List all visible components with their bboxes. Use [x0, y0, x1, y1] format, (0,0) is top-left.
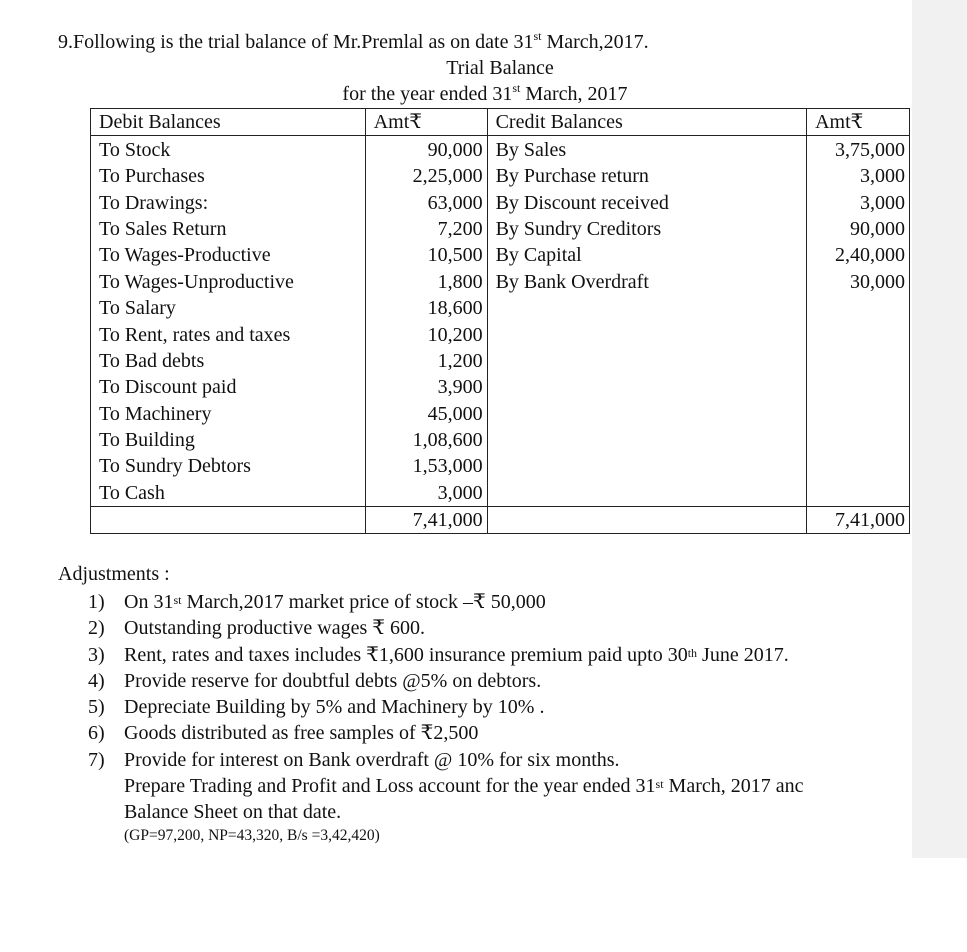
total-credit-amount: 7,41,000	[807, 506, 910, 533]
debit-amount: 1,53,000	[365, 453, 487, 479]
adjustments-heading: Adjustments :	[58, 563, 170, 585]
credit-label: By Capital	[487, 242, 806, 268]
debit-label: To Bad debts	[91, 348, 366, 374]
debit-amount: 90,000	[365, 136, 487, 163]
credit-amount: 90,000	[807, 216, 910, 242]
debit-label: To Drawings:	[91, 189, 366, 215]
total-debit-label	[91, 506, 366, 533]
debit-label: To Purchases	[91, 163, 366, 189]
adjustment-number: 5)	[88, 696, 105, 719]
table-header-row	[91, 109, 910, 136]
debit-label: To Wages-Productive	[91, 242, 366, 268]
credit-amount: 3,000	[807, 163, 910, 189]
debit-label: To Wages-Unproductive	[91, 268, 366, 294]
adjustment-item	[88, 747, 918, 773]
credit-amount	[807, 374, 910, 400]
debit-amount: 45,000	[365, 400, 487, 426]
adjustment-text-cont: June 2017.	[697, 643, 789, 666]
credit-amount	[807, 400, 910, 426]
adjustment-item	[88, 720, 918, 746]
table-row	[91, 321, 910, 347]
debit-label: To Rent, rates and taxes	[91, 321, 366, 347]
debit-amount: 1,08,600	[365, 427, 487, 453]
header-debit-amount: Amt₹	[365, 109, 487, 136]
credit-amount	[807, 348, 910, 374]
total-debit-amount: 7,41,000	[365, 506, 487, 533]
debit-label: To Sales Return	[91, 216, 366, 242]
right-margin-strip	[912, 0, 967, 858]
table-row	[91, 295, 910, 321]
instruction-line-1: Prepare Trading and Profit and Loss account for the year ended 31st March, 2017 anc	[124, 775, 804, 797]
adjustment-superscript: st	[173, 593, 182, 607]
credit-amount	[807, 295, 910, 321]
total-row	[91, 506, 910, 533]
credit-label	[487, 348, 806, 374]
table-row	[91, 400, 910, 426]
debit-label: To Stock	[91, 136, 366, 163]
adjustment-item	[88, 694, 918, 720]
trial-balance-subtitle: for the year ended 31st March, 2017	[342, 81, 628, 105]
credit-label: By Purchase return	[487, 163, 806, 189]
credit-amount: 3,75,000	[807, 136, 910, 163]
credit-amount: 30,000	[807, 268, 910, 294]
credit-label: By Bank Overdraft	[487, 268, 806, 294]
header-credit-amount: Amt₹	[807, 109, 910, 136]
debit-label: To Building	[91, 427, 366, 453]
credit-amount: 2,40,000	[807, 242, 910, 268]
credit-label	[487, 453, 806, 479]
table-row	[91, 136, 910, 163]
debit-amount: 3,000	[365, 479, 487, 506]
table-row	[91, 163, 910, 189]
debit-amount: 1,800	[365, 268, 487, 294]
debit-label: To Sundry Debtors	[91, 453, 366, 479]
debit-label: To Cash	[91, 479, 366, 506]
adjustment-text: Rent, rates and taxes includes ₹1,600 insurance premium paid upto 30	[124, 643, 688, 666]
adjustment-superscript: th	[687, 645, 698, 660]
adjustment-text: Provide for interest on Bank overdraft @ 10% for six months.	[124, 748, 620, 771]
table-row	[91, 374, 910, 400]
table-row	[91, 189, 910, 215]
debit-amount: 10,200	[365, 321, 487, 347]
credit-amount	[807, 479, 910, 506]
credit-label	[487, 321, 806, 347]
table-row	[91, 479, 910, 506]
credit-amount	[807, 427, 910, 453]
debit-amount: 1,200	[365, 348, 487, 374]
adjustment-number: 6)	[88, 722, 105, 745]
credit-label	[487, 374, 806, 400]
adjustment-number: 3)	[88, 643, 105, 666]
credit-label	[487, 295, 806, 321]
debit-amount: 63,000	[365, 189, 487, 215]
header-credit-balances: Credit Balances	[487, 109, 806, 136]
credit-amount	[807, 321, 910, 347]
debit-amount: 3,900	[365, 374, 487, 400]
adjustment-text: Depreciate Building by 5% and Machinery by 10% .	[124, 696, 545, 719]
trial-balance-table	[90, 108, 910, 534]
adjustment-item	[88, 668, 918, 694]
table-row	[91, 453, 910, 479]
debit-amount: 18,600	[365, 295, 487, 321]
adjustment-item	[88, 615, 918, 641]
credit-label: By Sundry Creditors	[487, 216, 806, 242]
adjustments-list	[88, 589, 918, 773]
adjustment-number: 4)	[88, 669, 105, 692]
credit-amount	[807, 453, 910, 479]
adjustment-number: 1)	[88, 591, 105, 613]
total-credit-label	[487, 506, 806, 533]
table-row	[91, 268, 910, 294]
table-row	[91, 427, 910, 453]
question-title: 9.Following is the trial balance of Mr.Premlal as on date 31st March,2017.	[58, 29, 649, 53]
header-debit-balances: Debit Balances	[91, 109, 366, 136]
instruction-text	[124, 773, 914, 825]
adjustment-item	[88, 589, 918, 615]
instruction-line-2: Balance Sheet on that date.	[124, 801, 342, 823]
table-row	[91, 348, 910, 374]
credit-label: By Discount received	[487, 189, 806, 215]
credit-label	[487, 400, 806, 426]
trial-balance-title: Trial Balance	[446, 57, 554, 79]
debit-amount: 7,200	[365, 216, 487, 242]
credit-label	[487, 479, 806, 506]
debit-amount: 10,500	[365, 242, 487, 268]
table-row	[91, 242, 910, 268]
adjustment-number: 2)	[88, 617, 105, 640]
credit-label: By Sales	[487, 136, 806, 163]
adjustment-item	[88, 642, 918, 668]
adjustment-text: Goods distributed as free samples of ₹2,500	[124, 722, 479, 745]
answer-key: (GP=97,200, NP=43,320, B/s =3,42,420)	[124, 827, 380, 844]
debit-label: To Discount paid	[91, 374, 366, 400]
debit-label: To Salary	[91, 295, 366, 321]
debit-label: To Machinery	[91, 400, 366, 426]
adjustment-text: Provide reserve for doubtful debts @5% on debtors.	[124, 669, 542, 692]
debit-amount: 2,25,000	[365, 163, 487, 189]
credit-amount: 3,000	[807, 189, 910, 215]
adjustment-text: On 31	[124, 591, 174, 613]
adjustment-text: Outstanding productive wages ₹ 600.	[124, 617, 426, 640]
adjustment-number: 7)	[88, 748, 105, 771]
credit-label	[487, 427, 806, 453]
table-row	[91, 216, 910, 242]
adjustment-text-cont: March,2017 market price of stock –₹ 50,000	[181, 591, 546, 613]
